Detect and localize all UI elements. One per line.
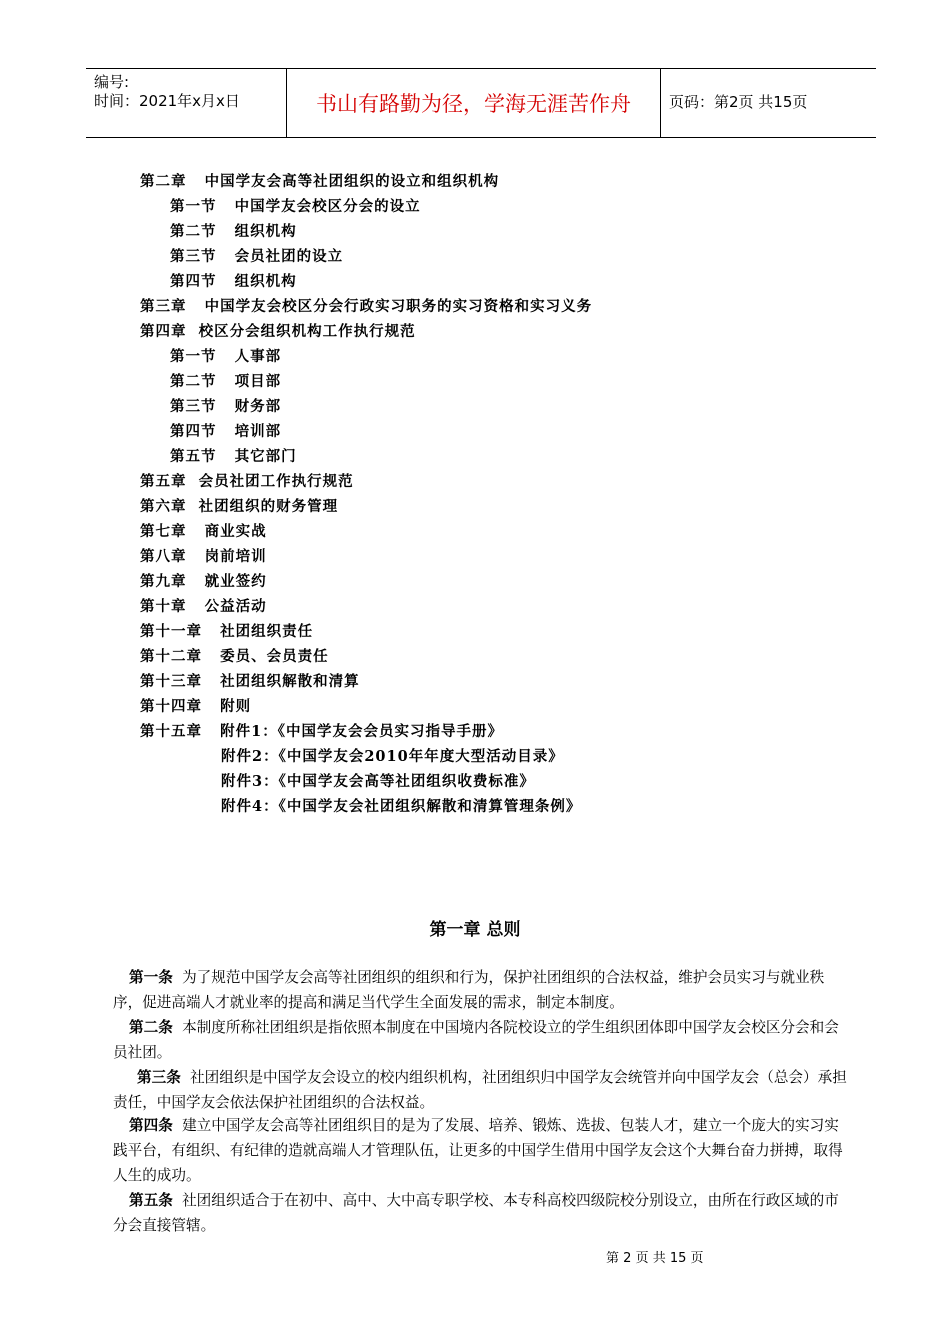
toc-label: 第三章 — [140, 298, 187, 315]
toc-section — [170, 370, 281, 394]
toc-text: 公益活动 — [204, 598, 267, 615]
toc-chapter — [140, 520, 267, 544]
header-meta — [86, 69, 286, 137]
toc-text: 组织机构 — [234, 223, 297, 240]
serial-label: 编号: — [94, 73, 130, 91]
toc-text: 社团组织的财务管理 — [198, 498, 339, 515]
toc-text: 财务部 — [234, 398, 282, 415]
toc-text: 商业实战 — [204, 523, 267, 540]
toc-chapter — [140, 620, 313, 644]
toc-section — [170, 445, 297, 469]
toc-label: 第四节 — [170, 273, 217, 290]
toc-chapter — [140, 320, 416, 344]
toc-label: 第十三章 — [140, 673, 202, 690]
toc-text: 岗前培训 — [204, 548, 267, 565]
article-text: 社团组织适合于在初中、高中、大中高专职学校、本专科高校四级院校分别设立，由所在行政区域的市分会直接管辖。 — [113, 1192, 839, 1234]
toc-section — [170, 420, 281, 444]
toc-section — [170, 395, 281, 419]
toc-label: 第二节 — [170, 223, 217, 240]
toc-text: 附件2：《中国学友会2010年年度大型活动目录》 — [221, 748, 564, 765]
toc-section — [170, 245, 343, 269]
article-label: 第五条 — [129, 1192, 173, 1209]
article-text: 本制度所称社团组织是指依照本制度在中国境内各院校设立的学生组织团体即中国学友会校区分会和会员社团。 — [113, 1019, 839, 1061]
toc-label: 第十五章 — [140, 723, 202, 740]
toc-text: 就业签约 — [204, 573, 267, 590]
page-footer — [606, 1247, 704, 1266]
toc-label: 第八章 — [140, 548, 187, 565]
toc-text: 附件1：《中国学友会会员实习指导手册》 — [220, 723, 503, 740]
toc-text: 其它部门 — [234, 448, 297, 465]
toc-text: 项目部 — [234, 373, 282, 390]
toc-text: 组织机构 — [234, 273, 297, 290]
toc-label: 第三节 — [170, 248, 217, 265]
toc-section — [170, 195, 421, 219]
header-motto: 书山有路勤为径，学海无涯苦作舟 — [286, 69, 661, 137]
footer-page-number: 2 — [623, 1251, 632, 1266]
article-3 — [113, 1065, 849, 1115]
chapter-title: 第一章 总则 — [429, 920, 521, 940]
toc-text: 校区分会组织机构工作执行规范 — [198, 323, 416, 340]
footer-total-pages: 15 — [669, 1251, 687, 1266]
toc-label: 第四章 — [140, 323, 187, 340]
toc-label: 第一节 — [170, 198, 217, 215]
article-label: 第三条 — [137, 1069, 181, 1086]
toc-label: 第十二章 — [140, 648, 202, 665]
article-4 — [113, 1113, 849, 1188]
toc-text: 培训部 — [234, 423, 282, 440]
toc-text: 附件3：《中国学友会高等社团组织收费标准》 — [221, 773, 535, 790]
article-label: 第四条 — [129, 1117, 173, 1134]
toc-label: 第十章 — [140, 598, 187, 615]
article-text: 建立中国学友会高等社团组织目的是为了发展、培养、锻炼、选拔、包装人才，建立一个庞大的实习实践平台，有组织、有纪律的造就高端人才管理队伍，让更多的中国学生借用中国学友会这个大舞台奋力拼搏，取得人生的成功。 — [113, 1117, 843, 1184]
toc-text: 社团组织责任 — [220, 623, 314, 640]
article-text: 为了规范中国学友会高等社团组织的组织和行为，保护社团组织的合法权益，维护会员实习与就业秩序，促进高端人才就业率的提高和满足当代学生全面发展的需求，制定本制度。 — [113, 969, 825, 1011]
time-label: 时间：2021年x月x日 — [94, 92, 240, 110]
toc-chapter — [140, 720, 503, 744]
toc-chapter — [140, 495, 338, 519]
toc-chapter — [140, 645, 329, 669]
toc-text: 人事部 — [234, 348, 282, 365]
toc-chapter — [140, 670, 360, 694]
footer-post: 页 — [690, 1251, 704, 1266]
toc-section — [170, 220, 297, 244]
toc-label: 第五节 — [170, 448, 217, 465]
toc-section — [170, 345, 281, 369]
toc-chapter — [140, 295, 592, 319]
toc-label: 第一节 — [170, 348, 217, 365]
article-2 — [113, 1015, 849, 1065]
toc-appendix — [221, 745, 564, 769]
toc-label: 第六章 — [140, 498, 187, 515]
toc-chapter — [140, 170, 499, 194]
toc-text: 社团组织解散和清算 — [220, 673, 360, 690]
toc-chapter — [140, 595, 267, 619]
toc-text: 中国学友会校区分会的设立 — [234, 198, 421, 215]
article-label: 第二条 — [129, 1019, 173, 1036]
toc-text: 附则 — [220, 698, 252, 715]
toc-text: 附件4：《中国学友会社团组织解散和清算管理条例》 — [221, 798, 582, 815]
toc-appendix — [221, 770, 535, 794]
article-5 — [113, 1188, 849, 1238]
toc-label: 第五章 — [140, 473, 187, 490]
toc-chapter — [140, 695, 251, 719]
header-page-label: 页码：第2页 共15页 — [669, 93, 808, 111]
article-1 — [113, 965, 849, 1015]
footer-mid: 页 共 — [635, 1251, 666, 1266]
toc-label: 第四节 — [170, 423, 217, 440]
toc-text: 中国学友会校区分会行政实习职务的实习资格和实习义务 — [204, 298, 593, 315]
toc-text: 会员社团工作执行规范 — [198, 473, 354, 490]
toc-label: 第二章 — [140, 173, 187, 190]
toc-text: 会员社团的设立 — [234, 248, 344, 265]
page-header — [86, 68, 876, 138]
toc-section — [170, 270, 297, 294]
toc-chapter — [140, 545, 267, 569]
toc-label: 第十一章 — [140, 623, 202, 640]
article-label: 第一条 — [129, 969, 173, 986]
toc-text: 委员、会员责任 — [220, 648, 329, 665]
article-text: 社团组织是中国学友会设立的校内组织机构，社团组织归中国学友会统管并向中国学友会（总会）承担责任，中国学友会依法保护社团组织的合法权益。 — [113, 1069, 847, 1111]
toc-label: 第三节 — [170, 398, 217, 415]
toc-chapter — [140, 470, 354, 494]
footer-pre: 第 — [606, 1251, 620, 1266]
toc-label: 第九章 — [140, 573, 187, 590]
toc-text: 中国学友会高等社团组织的设立和组织机构 — [204, 173, 500, 190]
toc-appendix — [221, 795, 581, 819]
toc-chapter — [140, 570, 267, 594]
toc-label: 第七章 — [140, 523, 187, 540]
toc-label: 第十四章 — [140, 698, 202, 715]
toc-label: 第二节 — [170, 373, 217, 390]
